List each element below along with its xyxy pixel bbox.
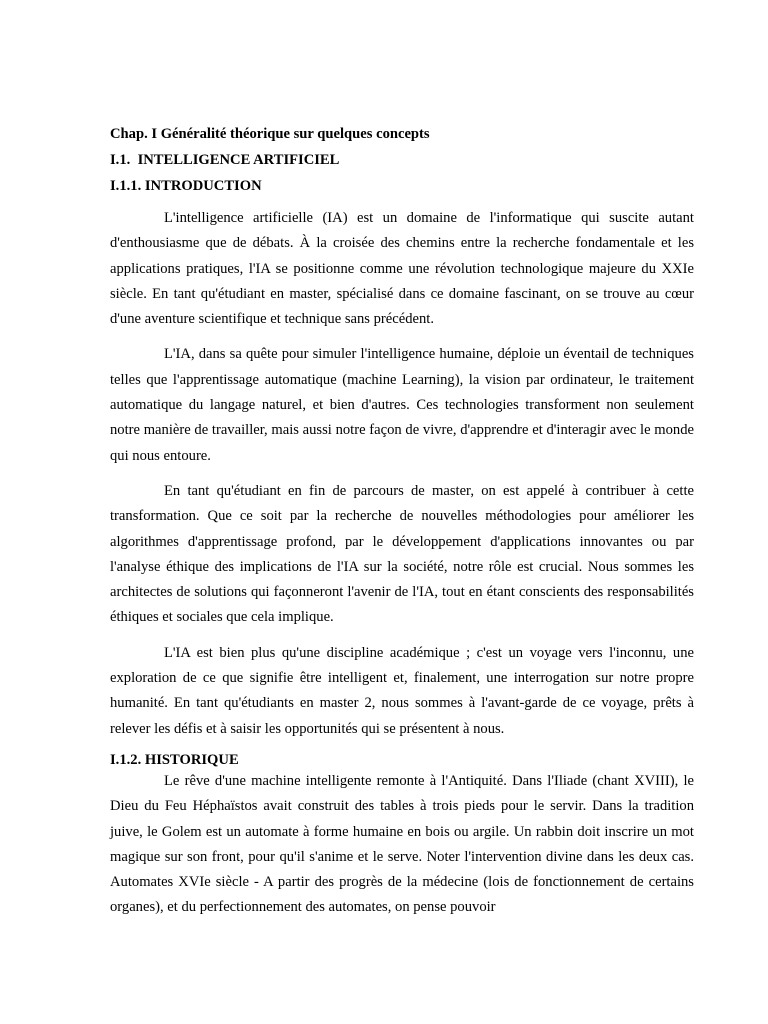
chapter-title: Chap. I Généralité théorique sur quelques concepts	[110, 126, 430, 142]
history-paragraph: Le rêve d'une machine intelligente remonte à l'Antiquité. Dans l'Iliade (chant XVIII), le Dieu du Feu Héphaïstos avait construit des tables à trois pieds pour le servir. Dans la tradition juive, le Golem est un automate à forme humaine en bois ou argile. Un rabbin doit inscrire un mot magique sur son front, pour qu'il s'anime et le serve. Noter l'intervention divine dans les deux cas. Automates XVIe siècle - A partir des progrès de la médecine (lois de fonctionnement de certains organes), et du perfectionnement des automates, on pense pouvoir	[110, 772, 694, 916]
intro-paragraph-2: L'IA, dans sa quête pour simuler l'intelligence humaine, déploie un éventail de techniques telles que l'apprentissage automatique (machine Learning), la vision par ordinateur, le traitement automatique du langage naturel, et bien d'autres. Ces technologies transforment non seulement notre manière de travailler, mais aussi notre façon de vivre, d'apprendre et d'interagir avec le monde qui nous entoure.	[110, 346, 694, 464]
document-page	[110, 126, 694, 921]
section-title: I.1. INTELLIGENCE ARTIFICIEL	[110, 152, 340, 168]
subsection-history-title: I.1.2. HISTORIQUE	[110, 751, 239, 768]
intro-paragraph-3: En tant qu'étudiant en fin de parcours de master, on est appelé à contribuer à cette transformation. Que ce soit par la recherche de nouvelles méthodologies pour améliorer les algorithmes d'apprentissage profond, par le développement d'applications innovantes ou par l'analyse éthique des implications de l'IA sur la société, notre rôle est crucial. Nous sommes les architectes de solutions qui façonneront l'avenir de l'IA, tout en étant conscients des responsabilités éthiques et sociales que cela implique.	[110, 482, 694, 626]
intro-paragraph-4: L'IA est bien plus qu'une discipline académique ; c'est un voyage vers l'inconnu, une exploration de ce que signifie être intelligent et, finalement, une interrogation sur notre propre humanité. En tant qu'étudiants en master 2, nous sommes à l'avant-garde de ce voyage, prêts à relever les défis et à saisir les opportunités qui se présentent à nous.	[110, 644, 694, 737]
intro-paragraph-1: L'intelligence artificielle (IA) est un domaine de l'informatique qui suscite autant d'enthousiasme que de débats. À la croisée des chemins entre la recherche fondamentale et les applications pratiques, l'IA se positionne comme une révolution technologique majeure du XXIe siècle. En tant qu'étudiant en master, spécialisé dans ce domaine fascinant, on se trouve au cœur d'une aventure scientifique et technique sans précédent.	[110, 210, 694, 328]
subsection-introduction-title: I.1.1. INTRODUCTION	[110, 178, 262, 194]
